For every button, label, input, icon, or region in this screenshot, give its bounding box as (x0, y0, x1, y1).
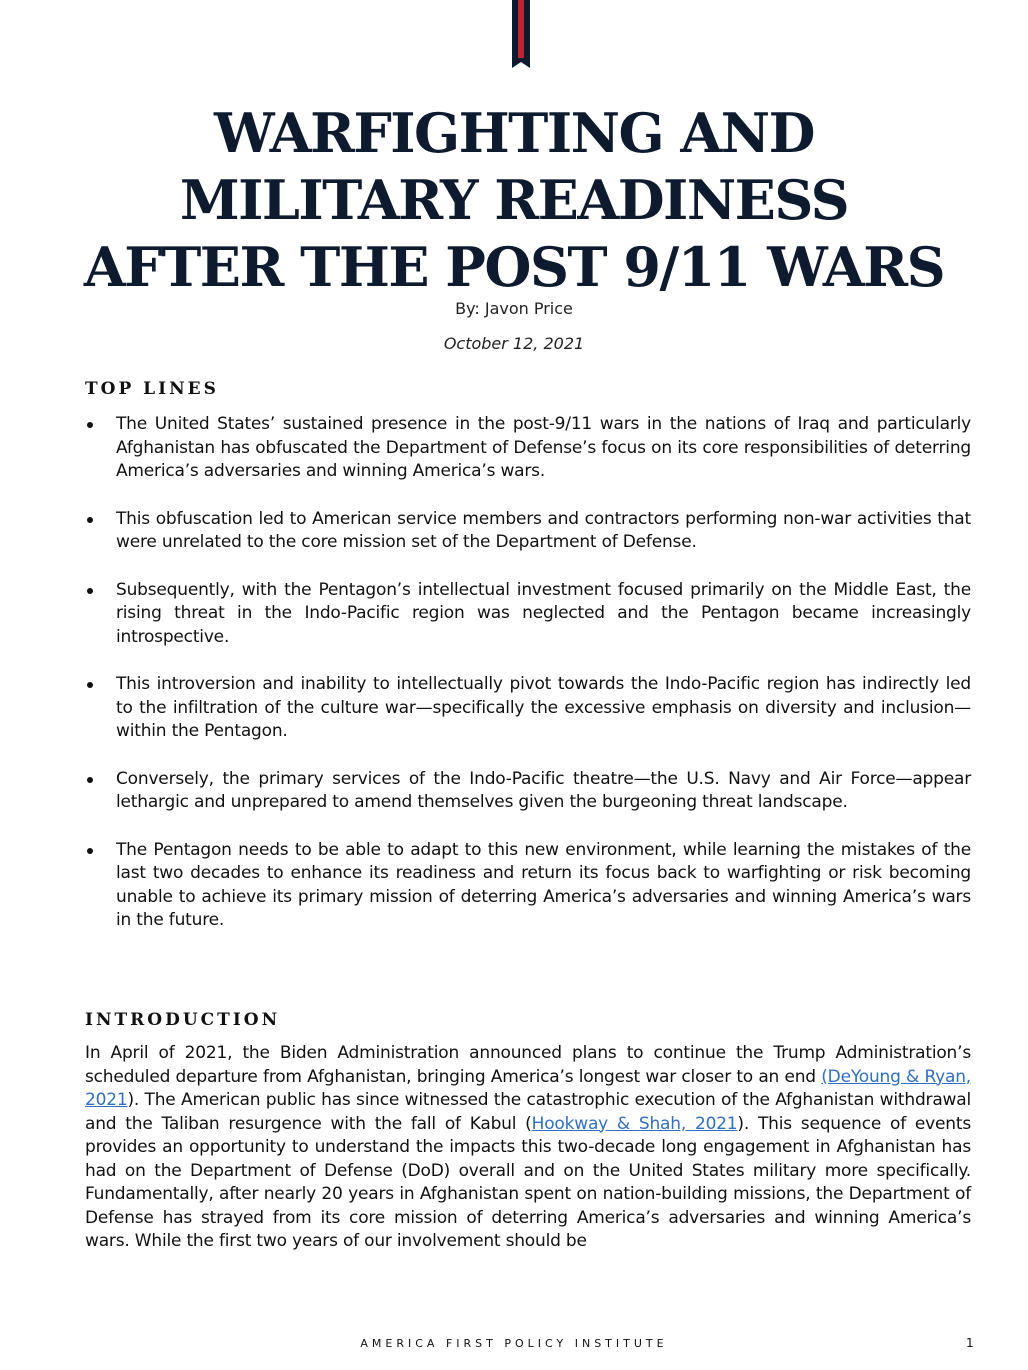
list-item (85, 768, 971, 815)
title-line: WARFIGHTING AND (213, 101, 814, 165)
title-line: MILITARY READINESS (179, 168, 849, 232)
title-line: AFTER THE POST 9/11 WARS (83, 235, 945, 299)
list-item (85, 508, 971, 555)
bullet-text: Conversely, the primary services of the Indo-Pacific theatre—the U.S. Navy and Air Force—appear lethargic and unprepared to amend themselves given the burgeoning threat landscape. (116, 768, 971, 812)
bullet-text: Subsequently, with the Pentagon’s intellectual investment focused primarily on the Middle East, the rising threat in the Indo-Pacific region was neglected and the Pentagon became increasingly introspective. (116, 579, 971, 647)
list-item (85, 839, 971, 933)
section-heading-top-lines: TOP LINES (85, 379, 219, 399)
bullet-text: This obfuscation led to American service members and contractors performing non-war activities that were unrelated to the core mission set of the Department of Defense. (116, 508, 971, 552)
bullet-icon (87, 682, 93, 688)
ribbon-icon (512, 0, 530, 68)
bullet-text: The Pentagon needs to be able to adapt to this new environment, while learning the mistakes of the last two decades to enhance its readiness and return its focus back to warfighting or risk becoming unable to achieve its primary mission of deterring America’s adversaries and winning America’s wars in the future. (116, 839, 971, 930)
intro-text: ). This sequence of events provides an opportunity to understand the impacts this two-decade long engagement in Afghanistan has had on the Department of Defense (DoD) overall and on the United States military more specifically. Fundamentally, after nearly 20 years in Afghanistan spent on nation-building missions, the Department of Defense has strayed from its core mission of deterring America’s adversaries and winning America’s wars. While the first two years of our involvement should be (85, 1113, 971, 1251)
citation-link-deyoung-ryan[interactable]: (DeYoung & Ryan, 2021 (85, 1066, 971, 1110)
publication-date: October 12, 2021 (443, 334, 585, 353)
bullet-text: This introversion and inability to intellectually pivot towards the Indo-Pacific region has indirectly led to the infiltration of the culture war—specifically the excessive emphasis on diversity and inclusion—within the Pentagon. (116, 674, 971, 741)
section-heading-introduction: INTRODUCTION (85, 1010, 281, 1030)
bullet-icon (87, 588, 93, 594)
document-title (40, 100, 988, 301)
introduction-paragraph (85, 1042, 971, 1254)
bullet-icon (87, 848, 93, 854)
footer-organization: AMERICA FIRST POLICY INSTITUTE (360, 1337, 668, 1350)
bullet-icon (87, 777, 93, 783)
list-item (85, 413, 971, 484)
top-lines-list (85, 413, 971, 957)
citation-link-hookway-shah[interactable]: Hookway & Shah, 2021 (531, 1113, 738, 1134)
intro-text: ). The American public has since witnessed the catastrophic execution of the Afghanistan withdrawal and the Taliban resurgence with the fall of Kabul ( (85, 1090, 971, 1134)
page-number: 1 (966, 1336, 974, 1350)
list-item (85, 673, 971, 744)
bullet-icon (87, 422, 93, 428)
intro-text: In April of 2021, the Biden Administration announced plans to continue the Trump Administration’s scheduled departure from Afghanistan, bringing America’s longest war closer to an end (85, 1043, 971, 1087)
bullet-icon (87, 517, 93, 523)
list-item (85, 579, 971, 650)
author-byline: By: Javon Price (455, 299, 573, 318)
bullet-text: The United States’ sustained presence in the post-9/11 wars in the nations of Iraq and particularly Afghanistan has obfuscated the Department of Defense’s focus on its core responsibilities of deterring America’s adversaries and winning America’s wars. (116, 414, 971, 481)
